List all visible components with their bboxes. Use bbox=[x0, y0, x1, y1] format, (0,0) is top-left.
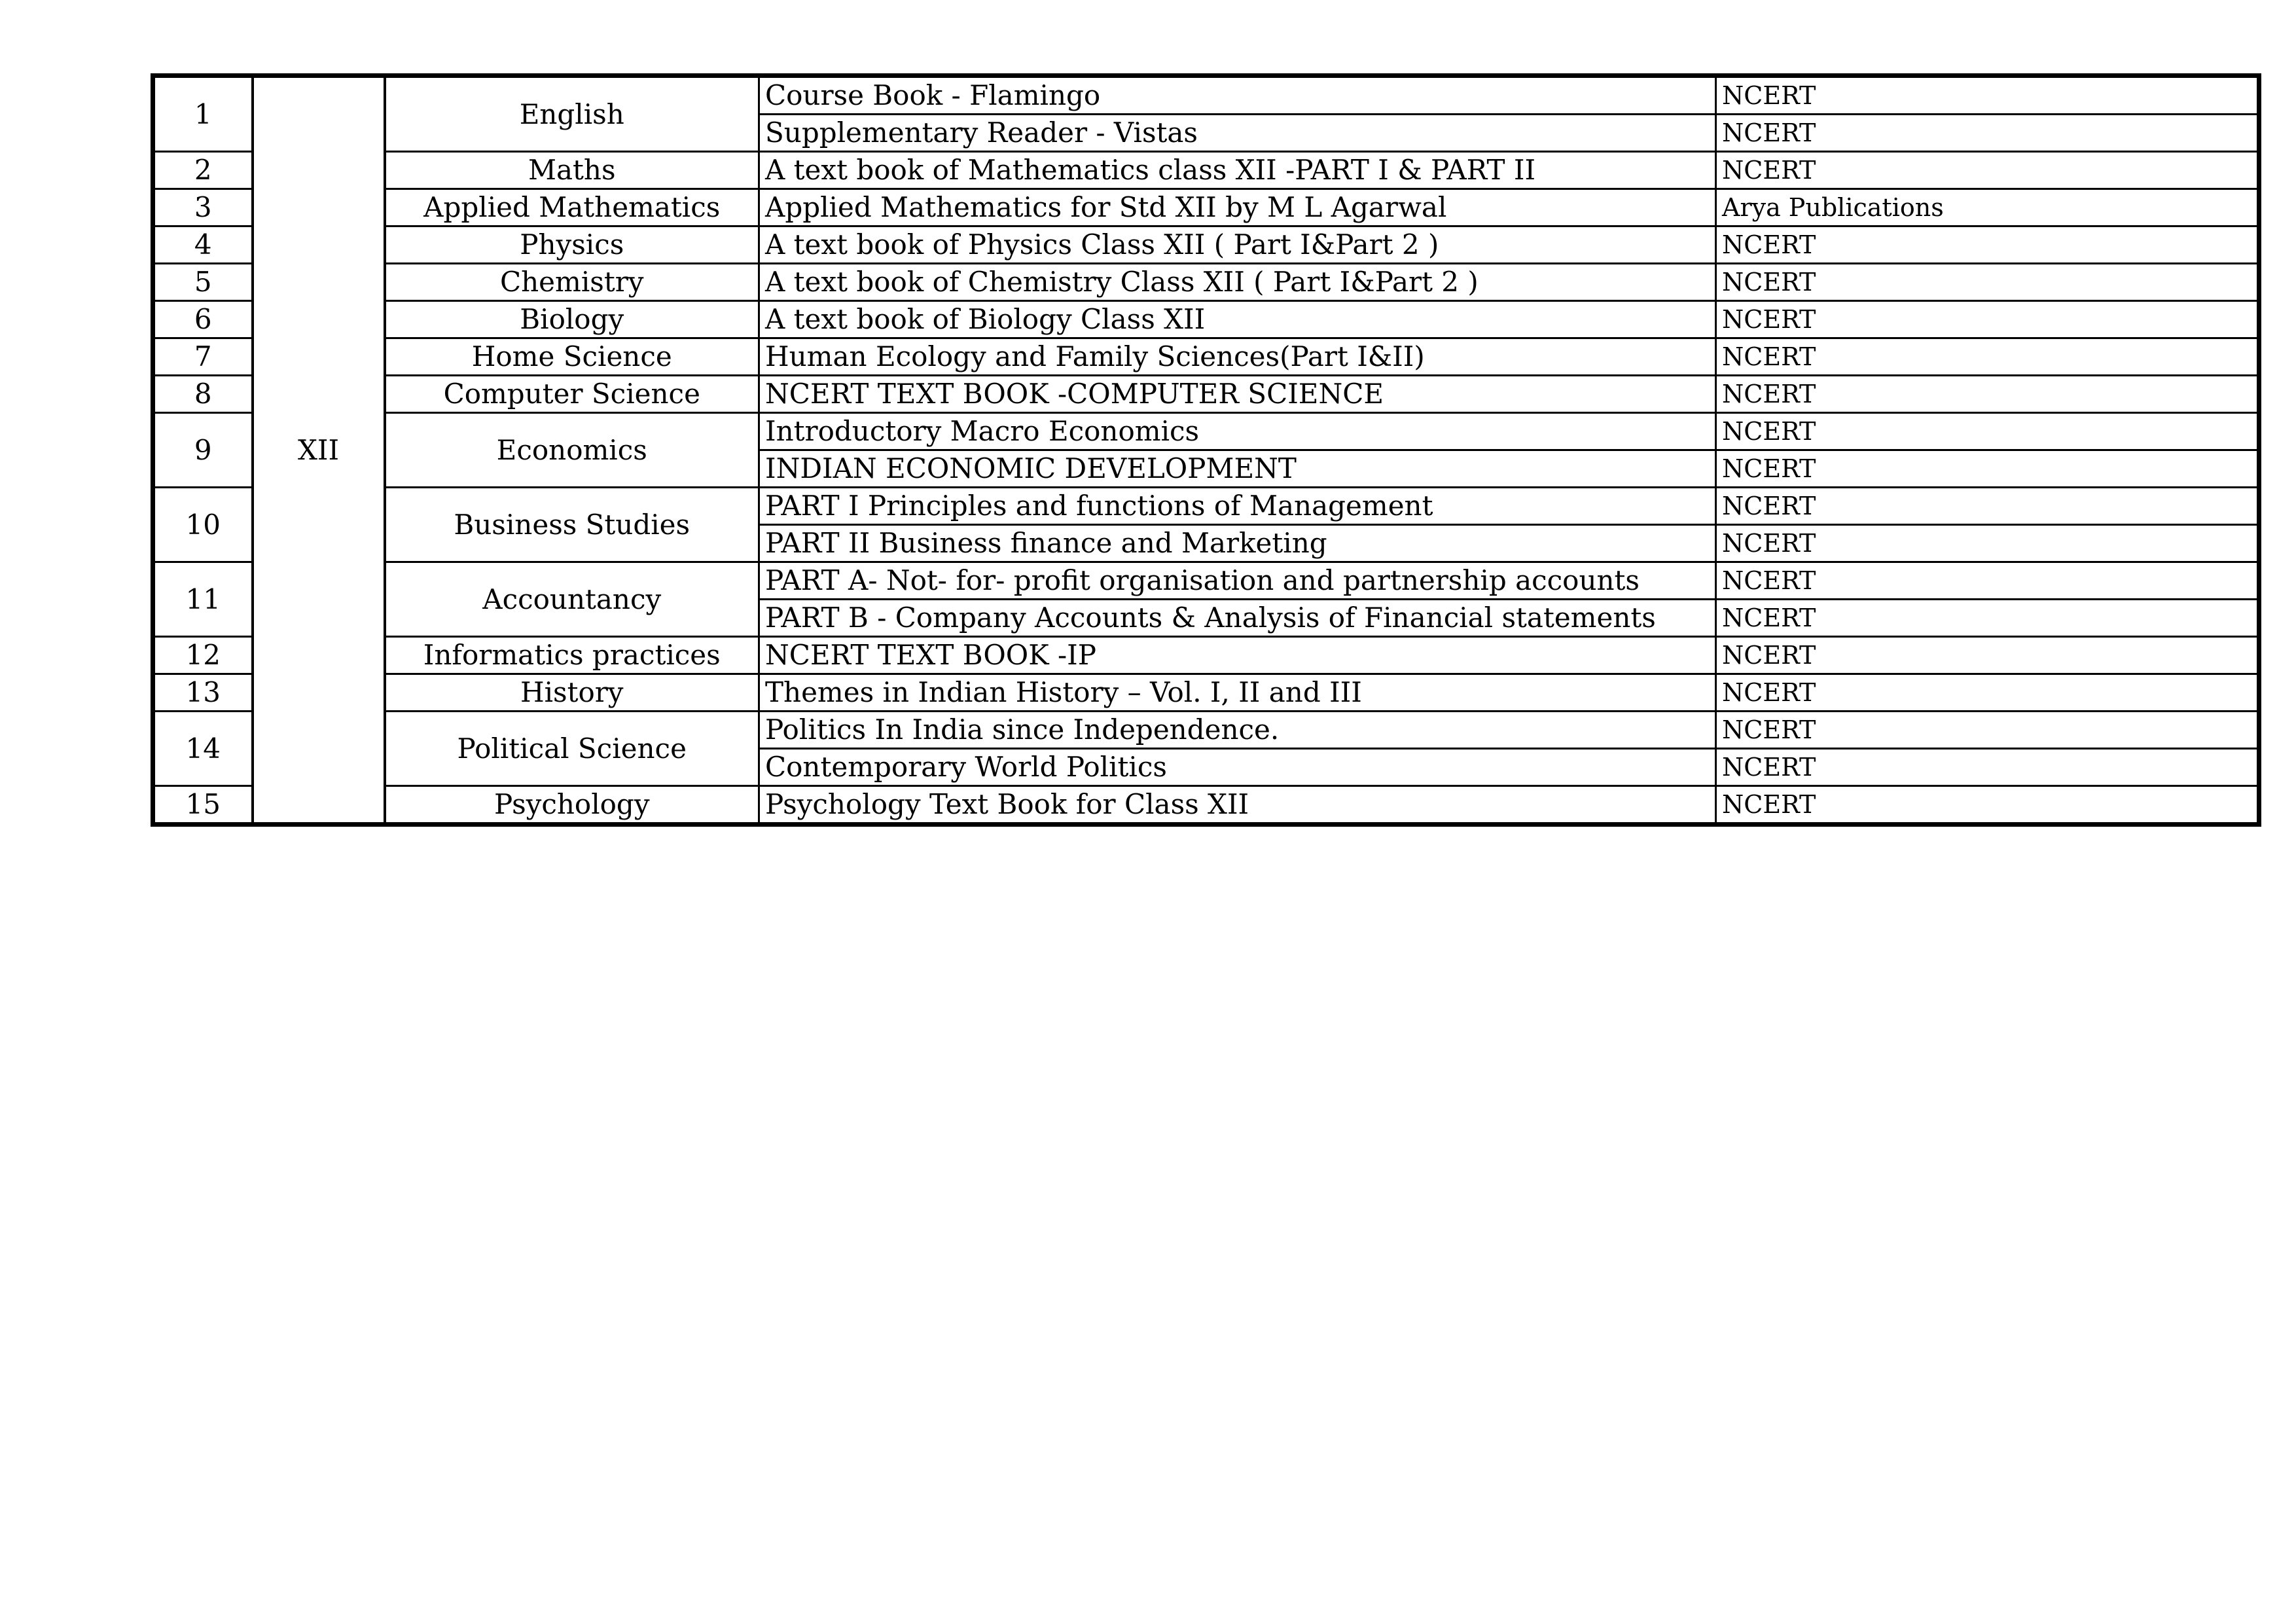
publisher-cell: NCERT bbox=[1716, 450, 2259, 488]
serial-number-cell: 4 bbox=[153, 226, 253, 264]
book-title-cell: NCERT TEXT BOOK -COMPUTER SCIENCE bbox=[759, 376, 1716, 413]
book-title-cell: PART II Business finance and Marketing bbox=[759, 525, 1716, 562]
serial-number-cell: 9 bbox=[153, 413, 253, 488]
table-row bbox=[153, 226, 2259, 264]
book-title-cell: A text book of Mathematics class XII -PART I & PART II bbox=[759, 152, 1716, 189]
subject-cell: Applied Mathematics bbox=[385, 189, 759, 226]
table-row bbox=[153, 786, 2259, 825]
book-title-cell: PART I Principles and functions of Management bbox=[759, 488, 1716, 525]
subject-cell: Accountancy bbox=[385, 562, 759, 637]
publisher-cell: NCERT bbox=[1716, 152, 2259, 189]
book-title-cell: PART A- Not- for- profit organisation and partnership accounts bbox=[759, 562, 1716, 600]
table-row bbox=[153, 562, 2259, 600]
subject-cell: English bbox=[385, 76, 759, 152]
serial-number-cell: 15 bbox=[153, 786, 253, 825]
subject-cell: Physics bbox=[385, 226, 759, 264]
subject-cell: Business Studies bbox=[385, 488, 759, 562]
subject-cell: History bbox=[385, 674, 759, 712]
serial-number-cell: 5 bbox=[153, 264, 253, 301]
table-row bbox=[153, 413, 2259, 450]
serial-number-cell: 13 bbox=[153, 674, 253, 712]
subject-cell: Computer Science bbox=[385, 376, 759, 413]
publisher-cell: NCERT bbox=[1716, 376, 2259, 413]
publisher-cell: NCERT bbox=[1716, 338, 2259, 376]
subject-cell: Biology bbox=[385, 301, 759, 338]
serial-number-cell: 1 bbox=[153, 76, 253, 152]
publisher-cell: Arya Publications bbox=[1716, 189, 2259, 226]
serial-number-cell: 8 bbox=[153, 376, 253, 413]
publisher-cell: NCERT bbox=[1716, 76, 2259, 115]
table-row bbox=[153, 76, 2259, 115]
publisher-cell: NCERT bbox=[1716, 600, 2259, 637]
subject-cell: Maths bbox=[385, 152, 759, 189]
publisher-cell: NCERT bbox=[1716, 413, 2259, 450]
serial-number-cell: 7 bbox=[153, 338, 253, 376]
subject-cell: Political Science bbox=[385, 712, 759, 786]
book-title-cell: PART B - Company Accounts & Analysis of Financial statements bbox=[759, 600, 1716, 637]
serial-number-cell: 12 bbox=[153, 637, 253, 674]
publisher-cell: NCERT bbox=[1716, 115, 2259, 152]
serial-number-cell: 11 bbox=[153, 562, 253, 637]
table-row bbox=[153, 152, 2259, 189]
table-row bbox=[153, 189, 2259, 226]
book-title-cell: Human Ecology and Family Sciences(Part I&II) bbox=[759, 338, 1716, 376]
book-title-cell: Contemporary World Politics bbox=[759, 749, 1716, 786]
publisher-cell: NCERT bbox=[1716, 488, 2259, 525]
book-title-cell: A text book of Chemistry Class XII ( Part I&Part 2 ) bbox=[759, 264, 1716, 301]
subject-cell: Economics bbox=[385, 413, 759, 488]
table-row bbox=[153, 637, 2259, 674]
serial-number-cell: 3 bbox=[153, 189, 253, 226]
subject-cell: Psychology bbox=[385, 786, 759, 825]
class-cell: XII bbox=[253, 76, 385, 825]
subject-cell: Informatics practices bbox=[385, 637, 759, 674]
book-title-cell: Course Book - Flamingo bbox=[759, 76, 1716, 115]
publisher-cell: NCERT bbox=[1716, 226, 2259, 264]
serial-number-cell: 10 bbox=[153, 488, 253, 562]
serial-number-cell: 2 bbox=[153, 152, 253, 189]
table-row bbox=[153, 301, 2259, 338]
table-row bbox=[153, 264, 2259, 301]
book-title-cell: NCERT TEXT BOOK -IP bbox=[759, 637, 1716, 674]
serial-number-cell: 6 bbox=[153, 301, 253, 338]
publisher-cell: NCERT bbox=[1716, 301, 2259, 338]
publisher-cell: NCERT bbox=[1716, 525, 2259, 562]
book-title-cell: A text book of Physics Class XII ( Part I&Part 2 ) bbox=[759, 226, 1716, 264]
table-row bbox=[153, 674, 2259, 712]
subject-cell: Chemistry bbox=[385, 264, 759, 301]
publisher-cell: NCERT bbox=[1716, 562, 2259, 600]
book-title-cell: Applied Mathematics for Std XII by M L Agarwal bbox=[759, 189, 1716, 226]
subject-cell: Home Science bbox=[385, 338, 759, 376]
publisher-cell: NCERT bbox=[1716, 637, 2259, 674]
table-row bbox=[153, 488, 2259, 525]
serial-number-cell: 14 bbox=[153, 712, 253, 786]
book-title-cell: Supplementary Reader - Vistas bbox=[759, 115, 1716, 152]
publisher-cell: NCERT bbox=[1716, 712, 2259, 749]
book-title-cell: Psychology Text Book for Class XII bbox=[759, 786, 1716, 825]
publisher-cell: NCERT bbox=[1716, 749, 2259, 786]
publisher-cell: NCERT bbox=[1716, 674, 2259, 712]
book-title-cell: A text book of Biology Class XII bbox=[759, 301, 1716, 338]
book-title-cell: Introductory Macro Economics bbox=[759, 413, 1716, 450]
publisher-cell: NCERT bbox=[1716, 264, 2259, 301]
table-row bbox=[153, 376, 2259, 413]
table-row bbox=[153, 338, 2259, 376]
book-list-body bbox=[153, 76, 2259, 825]
publisher-cell: NCERT bbox=[1716, 786, 2259, 825]
book-title-cell: Politics In India since Independence. bbox=[759, 712, 1716, 749]
book-title-cell: Themes in Indian History – Vol. I, II and III bbox=[759, 674, 1716, 712]
table-row bbox=[153, 712, 2259, 749]
book-list-table bbox=[151, 73, 2261, 827]
book-title-cell: INDIAN ECONOMIC DEVELOPMENT bbox=[759, 450, 1716, 488]
